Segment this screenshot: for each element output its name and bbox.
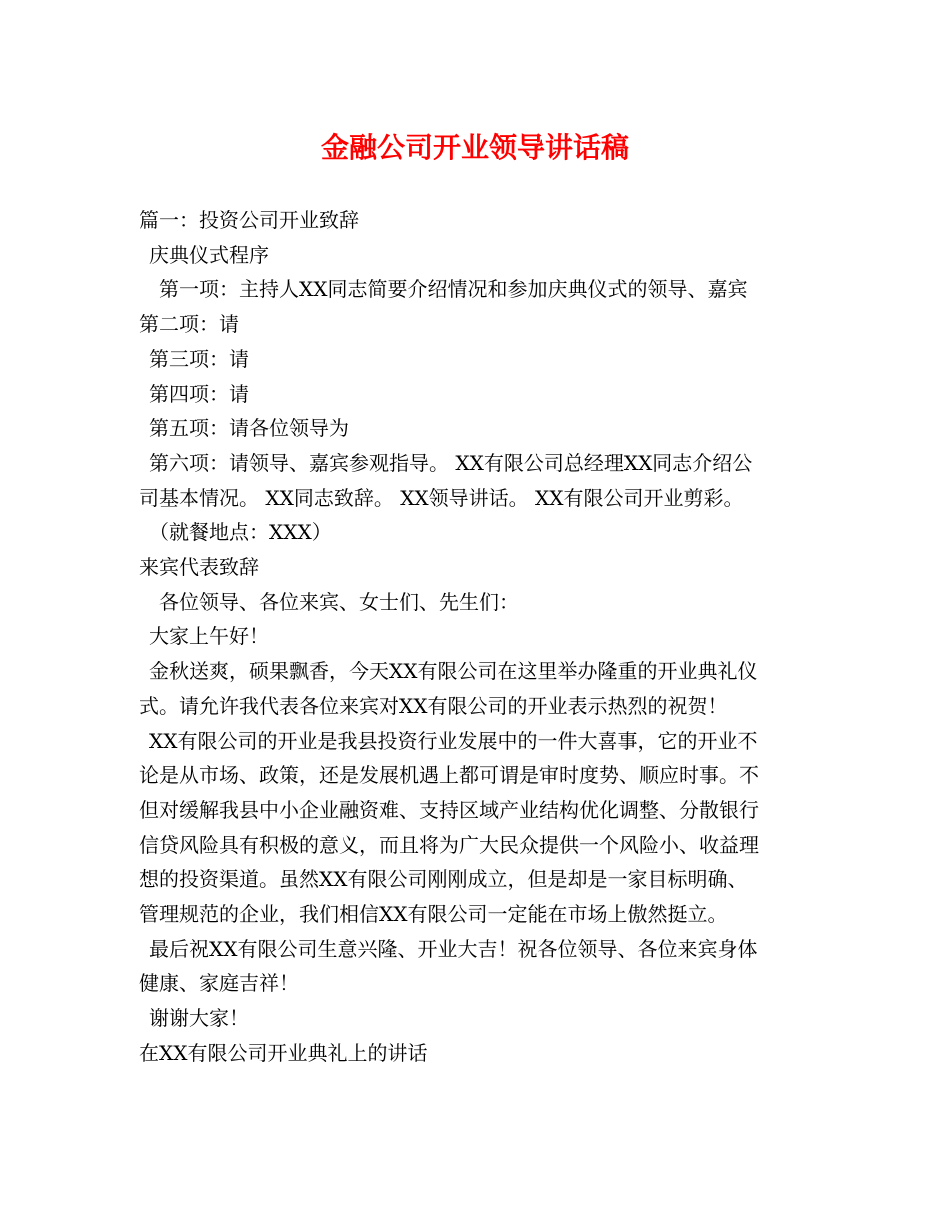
paragraph-line: XX有限公司的开业是我县投资行业发展中的一件大喜事，它的开业不 — [149, 728, 758, 753]
paragraph-line: 论是从市场、政策，还是发展机遇上都可谓是审时度势、顺应时事。不 — [139, 763, 759, 788]
paragraph-line: 式。请允许我代表各位来宾对XX有限公司的开业表示热烈的祝贺！ — [139, 693, 728, 718]
paragraph-line: （就餐地点：XXX） — [149, 520, 332, 545]
document-body — [139, 203, 815, 1071]
paragraph-line: 第一项：主持人XX同志简要介绍情况和参加庆典仪式的领导、嘉宾 — [159, 277, 748, 302]
paragraph-line: 金秋送爽，硕果飘香，今天XX有限公司在这里举办隆重的开业典礼仪 — [149, 659, 758, 684]
section-heading: 在XX有限公司开业典礼上的讲话 — [139, 1040, 428, 1065]
paragraph-line: 第二项：请 — [139, 312, 239, 337]
paragraph-line: 最后祝XX有限公司生意兴隆、开业大吉！祝各位领导、各位来宾身体 — [149, 936, 758, 961]
paragraph-line: 第五项：请各位领导为 — [149, 416, 349, 441]
section-heading: 来宾代表致辞 — [139, 555, 259, 580]
paragraph-line: 司基本情况。 XX同志致辞。 XX领导讲话。 XX有限公司开业剪彩。 — [139, 485, 744, 510]
section-heading: 篇一：投资公司开业致辞 — [139, 208, 359, 232]
paragraph-line: 第四项：请 — [149, 381, 249, 406]
paragraph-line: 各位领导、各位来宾、女士们、先生们： — [159, 589, 519, 614]
paragraph-line: 信贷风险具有积极的意义，而且将为广大民众提供一个风险小、收益理 — [139, 832, 759, 857]
paragraph-line: 但对缓解我县中小企业融资难、支持区域产业结构优化调整、分散银行 — [139, 797, 759, 822]
document-title: 金融公司开业领导讲话稿 — [320, 131, 629, 164]
paragraph-line: 管理规范的企业，我们相信XX有限公司一定能在市场上傲然挺立。 — [139, 902, 728, 927]
paragraph-line: 第六项：请领导、嘉宾参观指导。 XX有限公司总经理XX同志介绍公 — [149, 450, 753, 475]
paragraph-line: 庆典仪式程序 — [149, 242, 269, 267]
paragraph-line: 健康、家庭吉祥！ — [139, 971, 299, 996]
paragraph-line: 想的投资渠道。虽然XX有限公司刚刚成立，但是却是一家目标明确、 — [139, 867, 748, 892]
paragraph-line: 第三项：请 — [149, 346, 249, 371]
paragraph-line: 大家上午好！ — [149, 624, 269, 649]
paragraph-line: 谢谢大家！ — [149, 1006, 249, 1031]
